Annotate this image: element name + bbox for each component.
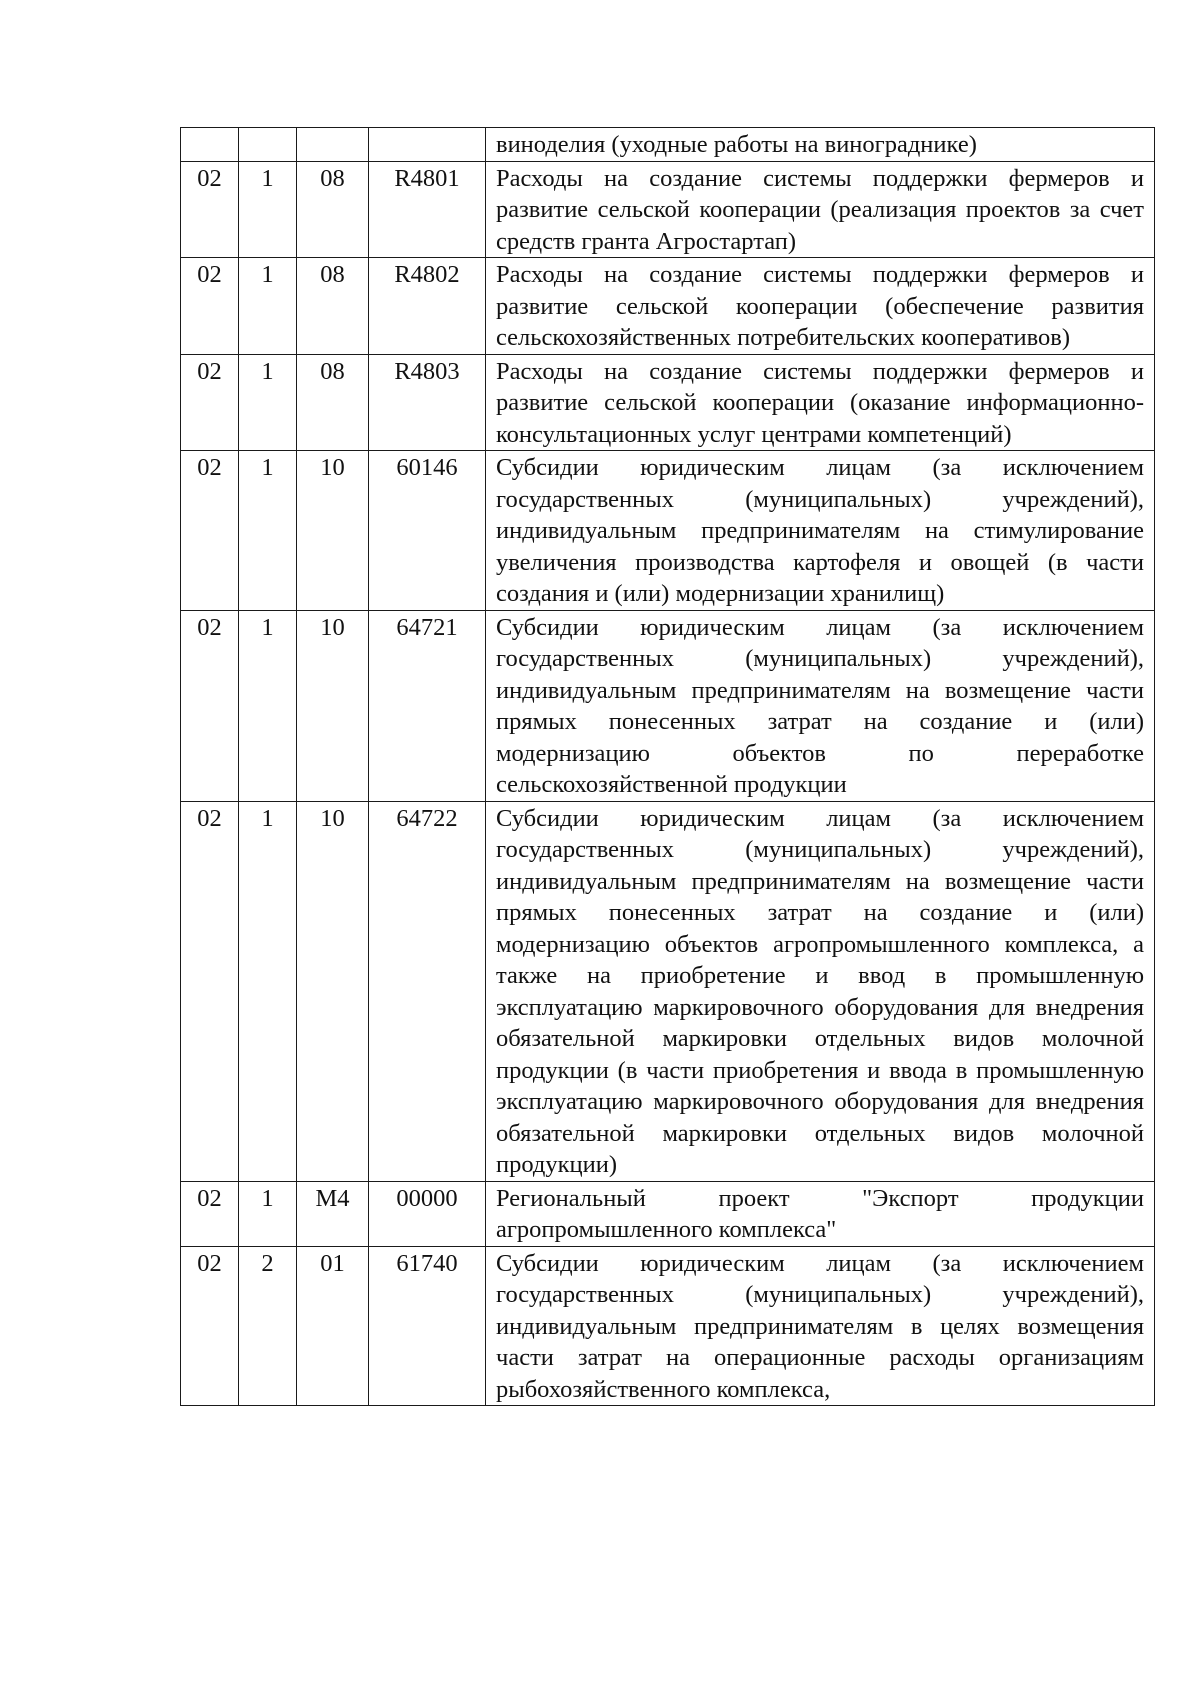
- direction-code-cell: R4803: [369, 354, 486, 451]
- direction-code-cell: 60146: [369, 451, 486, 611]
- subprogram-code-cell: 1: [239, 161, 297, 258]
- program-code-cell: [181, 128, 239, 162]
- subprogram-code-cell: 1: [239, 610, 297, 801]
- description-cell: Региональный проект "Экспорт продукции агропромышленного комплекса": [486, 1181, 1155, 1246]
- program-code-cell: 02: [181, 801, 239, 1181]
- direction-code-cell: 00000: [369, 1181, 486, 1246]
- program-code-cell: 02: [181, 258, 239, 355]
- direction-code-cell: 64721: [369, 610, 486, 801]
- direction-code-cell: R4802: [369, 258, 486, 355]
- program-code-cell: 02: [181, 451, 239, 611]
- event-code-cell: 08: [297, 161, 369, 258]
- event-code-cell: [297, 128, 369, 162]
- event-code-cell: 01: [297, 1246, 369, 1406]
- direction-code-cell: 64722: [369, 801, 486, 1181]
- description-cell: Расходы на создание системы поддержки фермеров и развитие сельской кооперации (обеспечение развития сельскохозяйственных потребительских кооперативов): [486, 258, 1155, 355]
- description-cell: Субсидии юридическим лицам (за исключением государственных (муниципальных) учреждений), индивидуальным предпринимателям на стимулирование увеличения производства картофеля и овощей (в части создания и (или) модернизации хранилищ): [486, 451, 1155, 611]
- direction-code-cell: R4801: [369, 161, 486, 258]
- subprogram-code-cell: 1: [239, 1181, 297, 1246]
- subprogram-code-cell: 2: [239, 1246, 297, 1406]
- subprogram-code-cell: 1: [239, 354, 297, 451]
- description-cell: Субсидии юридическим лицам (за исключением государственных (муниципальных) учреждений), индивидуальным предпринимателям в целях возмещения части затрат на операционные расходы организациям рыбохозяйственного комплекса,: [486, 1246, 1155, 1406]
- direction-code-cell: 61740: [369, 1246, 486, 1406]
- description-cell: Субсидии юридическим лицам (за исключением государственных (муниципальных) учреждений), индивидуальным предпринимателям на возмещение части прямых понесенных затрат на создание и (или) модернизацию объектов агропромышленного комплекса, а также на приобретение и ввод в промышленную эксплуатацию маркировочного оборудования для внедрения обязательной маркировки отдельных видов молочной продукции (в части приобретения и ввода в промышленную эксплуатацию маркировочного оборудования для внедрения обязательной маркировки отдельных видов молочной продукции): [486, 801, 1155, 1181]
- subprogram-code-cell: 1: [239, 258, 297, 355]
- subprogram-code-cell: 1: [239, 801, 297, 1181]
- table-row: [181, 354, 1155, 451]
- subprogram-code-cell: [239, 128, 297, 162]
- event-code-cell: 10: [297, 610, 369, 801]
- description-cell: Расходы на создание системы поддержки фермеров и развитие сельской кооперации (реализация проектов за счет средств гранта Агростартап): [486, 161, 1155, 258]
- program-code-cell: 02: [181, 161, 239, 258]
- description-cell: виноделия (уходные работы на винограднике): [486, 128, 1155, 162]
- event-code-cell: 08: [297, 354, 369, 451]
- description-cell: Субсидии юридическим лицам (за исключением государственных (муниципальных) учреждений), индивидуальным предпринимателям на возмещение части прямых понесенных затрат на создание и (или) модернизацию объектов по переработке сельскохозяйственной продукции: [486, 610, 1155, 801]
- subprogram-code-cell: 1: [239, 451, 297, 611]
- table-row: [181, 451, 1155, 611]
- table-row: [181, 610, 1155, 801]
- event-code-cell: 08: [297, 258, 369, 355]
- description-cell: Расходы на создание системы поддержки фермеров и развитие сельской кооперации (оказание информационно-консультационных услуг центрами компетенций): [486, 354, 1155, 451]
- table-row: [181, 258, 1155, 355]
- program-code-cell: 02: [181, 610, 239, 801]
- program-code-cell: 02: [181, 354, 239, 451]
- event-code-cell: 10: [297, 451, 369, 611]
- table-row: [181, 128, 1155, 162]
- table-row: [181, 801, 1155, 1181]
- program-code-cell: 02: [181, 1246, 239, 1406]
- table-row: [181, 1181, 1155, 1246]
- event-code-cell: 10: [297, 801, 369, 1181]
- table-row: [181, 161, 1155, 258]
- table-row: [181, 1246, 1155, 1406]
- direction-code-cell: [369, 128, 486, 162]
- event-code-cell: М4: [297, 1181, 369, 1246]
- budget-code-table: [180, 127, 1155, 1406]
- program-code-cell: 02: [181, 1181, 239, 1246]
